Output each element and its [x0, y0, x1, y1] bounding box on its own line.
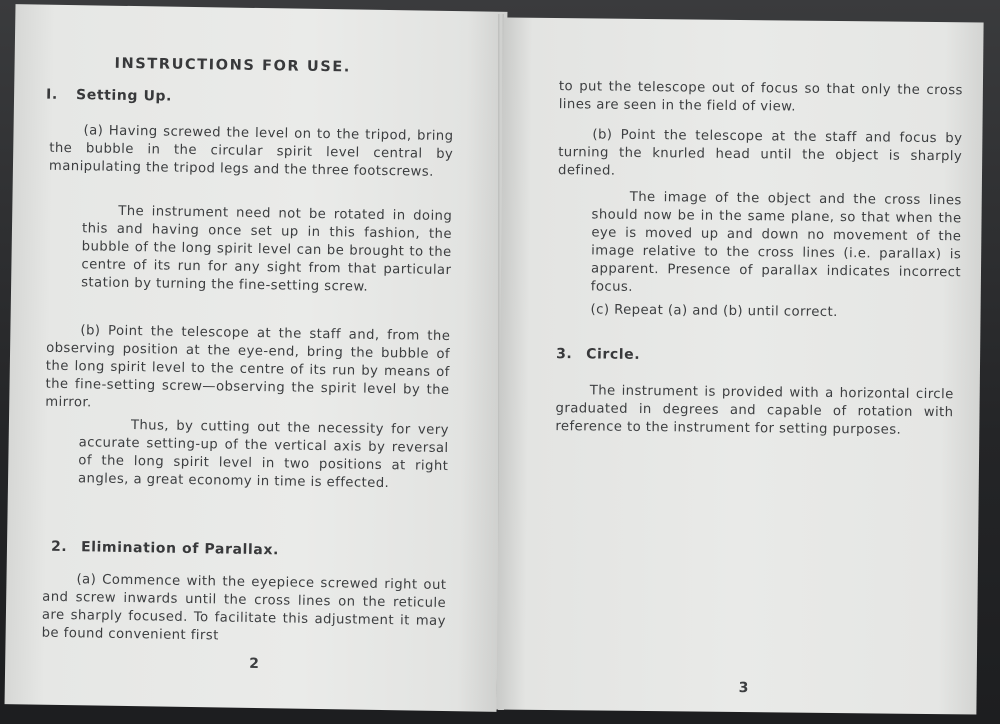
right-page	[496, 18, 983, 715]
page-title: INSTRUCTIONS FOR USE.	[114, 55, 352, 76]
paragraph-1b: (b) Point the telescope at the staff and, from the observing position at the eye-end, bring the bubble of the long spirit level to the centre of its run by means of the fine-setting screw—observing the spirit level by the mirror.	[45, 323, 451, 411]
left-page	[5, 4, 508, 712]
paragraph-1a: (a) Having screwed the level on to the tripod, bring the bubble in the circular spirit level central by manipulating the tripod legs and the three footscrews.	[48, 123, 454, 180]
paragraph-2a: (a) Commence with the eyepiece screwed right out and screw inwards until the cross lines on the reticule are sharply focused. To facilitate this adjustment it may be found convenient first	[41, 572, 447, 644]
paragraph-2-note: The image of the object and the cross lines should now be in the same plane, so that when the eye is moved up and down no movement of the image relative to the cross lines (i.e. parallax) is apparent. Presence of parallax indicates incorrect focus.	[590, 189, 962, 295]
paragraph-continuation: to put the telescope out of focus so that only the cross lines are seen in the field of view.	[558, 79, 963, 115]
paragraph-2b: (b) Point the telescope at the staff and focus by turning the knurled head until the object is sharply defined.	[557, 127, 963, 179]
section-1-heading	[46, 87, 172, 105]
paragraph-1-conclusion: Thus, by cutting out the necessity for very accurate setting-up of the vertical axis by reversal of the long spirit level in two positions at right angles, a great economy in time is effected.	[77, 418, 450, 492]
section-3-number: 3.	[556, 346, 573, 363]
section-1-title: Setting Up.	[75, 87, 173, 105]
section-2-heading	[51, 539, 279, 559]
section-3-title: Circle.	[586, 346, 641, 363]
page-number-left: 2	[249, 655, 260, 673]
page-number-right: 3	[738, 680, 749, 697]
paragraph-2c: (c) Repeat (a) and (b) until correct.	[590, 302, 838, 321]
paragraph-3a: The instrument is provided with a horizontal circle graduated in degrees and capable of rotation with reference to the instrument for setting purposes.	[555, 383, 954, 438]
section-3-heading	[556, 346, 640, 363]
section-1-number: I.	[45, 86, 58, 103]
section-2-title: Elimination of Parallax.	[80, 539, 280, 559]
paragraph-1-note: The instrument need not be rotated in doing this and having once set up in this fashion, the bubble of the long spirit level can be brought to the centre of its run for any sight from that particular station by turning the fine-setting screw.	[81, 203, 453, 295]
section-2-number: 2.	[50, 538, 68, 556]
